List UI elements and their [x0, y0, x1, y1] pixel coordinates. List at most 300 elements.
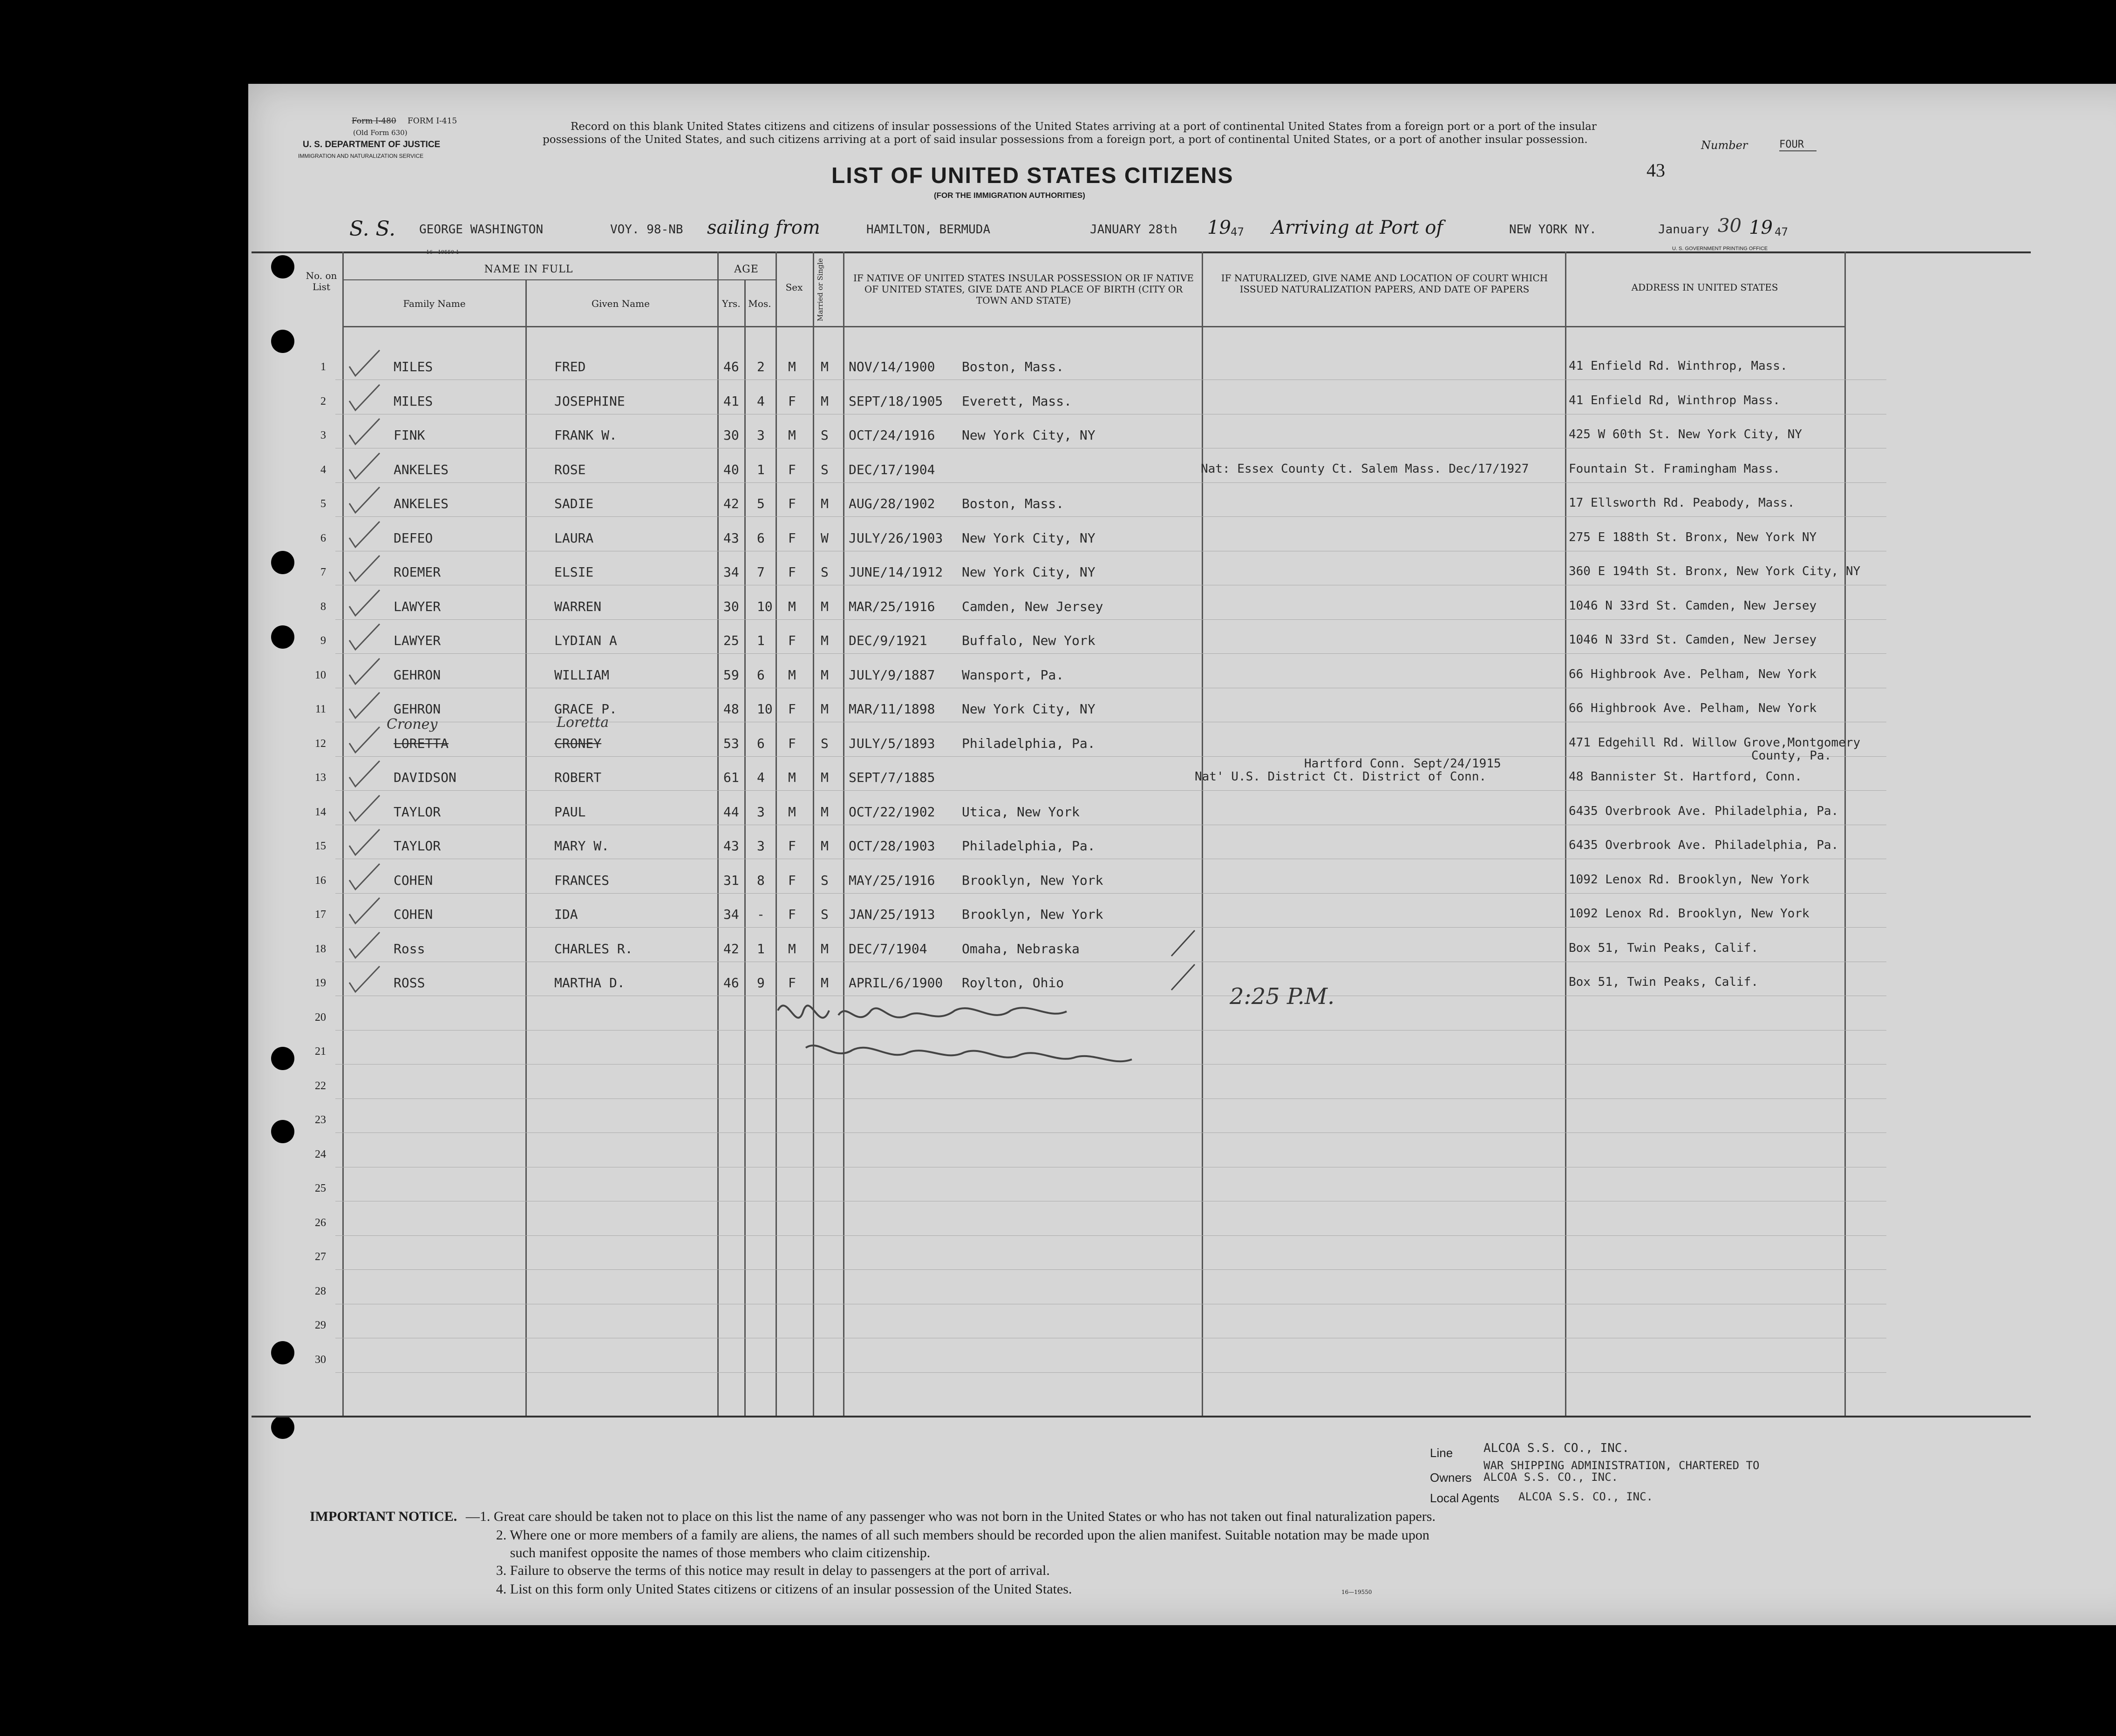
col-age: AGE: [734, 264, 759, 275]
row-number: 25: [315, 1182, 326, 1194]
agents-value: ALCOA S.S. CO., INC.: [1518, 1490, 1653, 1503]
birth-date: DEC/9/1921: [849, 633, 927, 648]
birth-place: New York City, NY: [962, 530, 1095, 546]
given-name: CHARLES R.: [554, 941, 633, 956]
age-years: 46: [723, 359, 739, 374]
birth-date: JULY/9/1887: [849, 667, 935, 683]
col-rule: [1565, 251, 1566, 1416]
notice-label: IMPORTANT NOTICE.: [310, 1509, 457, 1524]
punch-hole: [271, 551, 294, 574]
age-subheader-rule: [717, 279, 776, 280]
row-number: 12: [315, 738, 326, 750]
given-name: GRACE P.: [554, 701, 617, 717]
age-months: 6: [757, 736, 765, 751]
address: 1046 N 33rd St. Camden, New Jersey: [1569, 633, 1817, 647]
row-rule: [335, 1372, 1886, 1373]
sex: F: [788, 564, 796, 580]
address: 66 Highbrook Ave. Pelham, New York: [1569, 701, 1817, 715]
age-months: 2: [757, 359, 765, 374]
age-years: 48: [723, 701, 739, 717]
family-name: MILES: [394, 393, 433, 409]
given-name: IDA: [554, 907, 578, 922]
address: Box 51, Twin Peaks, Calif.: [1569, 941, 1758, 955]
age-years: 46: [723, 975, 739, 990]
row-number: 17: [315, 909, 326, 921]
row-number: 1: [320, 361, 326, 373]
row-rule: [335, 927, 1886, 928]
name-subheader-rule: [525, 279, 717, 280]
notice-2: 2. Where one or more members of a family are aliens, the names of all such members should be recorded upon the alien manifest. Suitable notation may be made upon: [496, 1527, 1429, 1543]
owners-value-1: WAR SHIPPING ADMINISTRATION, CHARTERED TO: [1483, 1459, 1760, 1472]
birth-date: MAR/25/1916: [849, 599, 935, 614]
sailing-from: HAMILTON, BERMUDA: [866, 223, 991, 237]
row-number: 13: [315, 772, 326, 784]
marital-status: M: [821, 941, 829, 956]
arrival-year-prefix: 19: [1749, 217, 1773, 238]
birth-place: Camden, New Jersey: [962, 599, 1103, 614]
row-number: 9: [320, 635, 326, 647]
age-months: 1: [757, 941, 765, 956]
marital-status: M: [821, 804, 829, 820]
check-mark: [347, 656, 384, 689]
family-name: LAWYER: [394, 599, 441, 614]
family-name: DAVIDSON: [394, 770, 456, 785]
voyage-number: VOY. 98-NB: [610, 223, 683, 237]
family-name: TAYLOR: [394, 804, 441, 820]
birth-date: APRIL/6/1900: [849, 975, 943, 990]
birth-place: New York City, NY: [962, 427, 1095, 443]
address: 41 Enfield Rd, Winthrop Mass.: [1569, 393, 1780, 407]
notice-1: —1. Great care should be taken not to place on this list the name of any passenger who was not born in the United States or who has not taken out final naturalization papers.: [466, 1509, 1436, 1524]
marital-status: M: [821, 667, 829, 683]
check-mark: [347, 930, 384, 963]
birth-place: Boston, Mass.: [962, 496, 1064, 511]
family-name: MILES: [394, 359, 433, 374]
footer-code: 16—19550: [1341, 1589, 1372, 1595]
check-mark: [347, 519, 384, 552]
age-months: 5: [757, 496, 765, 511]
row-number: 3: [320, 429, 326, 441]
marital-status: M: [821, 393, 829, 409]
row-number: 15: [315, 840, 326, 852]
given-name: WILLIAM: [554, 667, 610, 683]
age-years: 30: [723, 599, 739, 614]
birth-place: Brooklyn, New York: [962, 907, 1103, 922]
arrival-day: 30: [1718, 215, 1742, 237]
arriving-label: Arriving at Port of: [1272, 217, 1443, 238]
naturalization-court: Nat' U.S. District Ct. District of Conn.: [1195, 770, 1487, 784]
col-address: ADDRESS IN UNITED STATES: [1631, 282, 1778, 293]
address: 1092 Lenox Rd. Brooklyn, New York: [1569, 907, 1810, 921]
form-number: FORM I-415: [408, 116, 457, 126]
header-bottom-rule: [342, 326, 1844, 327]
marital-status: S: [821, 873, 829, 888]
row-number: 29: [315, 1319, 326, 1331]
row-number: 22: [315, 1080, 326, 1092]
row-number: 5: [320, 498, 326, 510]
punch-hole: [271, 1047, 294, 1070]
arrival-month: January: [1658, 223, 1709, 237]
marital-status: S: [821, 564, 829, 580]
given-name: JOSEPHINE: [554, 393, 625, 409]
address: 41 Enfield Rd. Winthrop, Mass.: [1569, 359, 1788, 373]
page-title: LIST OF UNITED STATES CITIZENS: [831, 163, 1234, 188]
birth-date: OCT/24/1916: [849, 427, 935, 443]
family-name: LORETTA: [394, 736, 449, 751]
row-number: 26: [315, 1217, 326, 1229]
sex: F: [788, 838, 796, 854]
family-name: FINK: [394, 427, 425, 443]
sailing-label: sailing from: [707, 217, 820, 238]
address: 17 Ellsworth Rd. Peabody, Mass.: [1569, 496, 1795, 510]
manifest-sheet: [248, 84, 2116, 1625]
sex: M: [788, 941, 796, 956]
family-name: ROSS: [394, 975, 425, 990]
row-number: 16: [315, 875, 326, 887]
row-number: 24: [315, 1148, 326, 1160]
row-number: 19: [315, 977, 326, 989]
address: 471 Edgehill Rd. Willow Grove,Montgomery: [1569, 736, 1861, 750]
family-name: COHEN: [394, 907, 433, 922]
address: 1092 Lenox Rd. Brooklyn, New York: [1569, 873, 1810, 887]
family-name: ANKELES: [394, 496, 449, 511]
age-months: 3: [757, 804, 765, 820]
age-years: 34: [723, 564, 739, 580]
naturalization-court-location: Hartford Conn. Sept/24/1915: [1304, 757, 1501, 771]
col-no-on-list: No. on List: [306, 270, 337, 292]
punch-hole: [271, 625, 294, 649]
sex: F: [788, 633, 796, 648]
birth-date: MAR/11/1898: [849, 701, 935, 717]
family-name: TAYLOR: [394, 838, 441, 854]
row-number: 7: [320, 566, 326, 578]
family-name-handwritten: Croney: [387, 716, 438, 732]
marital-status: M: [821, 599, 829, 614]
age-years: 42: [723, 496, 739, 511]
birth-place: New York City, NY: [962, 564, 1095, 580]
col-years: Yrs.: [722, 298, 741, 309]
age-months: 10: [757, 599, 773, 614]
given-name: MARY W.: [554, 838, 610, 854]
age-years: 42: [723, 941, 739, 956]
row-rule: [335, 1269, 1886, 1270]
check-mark: [347, 725, 384, 757]
birth-date: DEC/7/1904: [849, 941, 927, 956]
given-name: FRANCES: [554, 873, 610, 888]
check-mark: [347, 485, 384, 517]
birth-date: JUNE/14/1912: [849, 564, 943, 580]
agents-label: Local Agents: [1430, 1491, 1499, 1505]
name-subheader-rule: [342, 279, 525, 280]
marital-status: S: [821, 462, 829, 477]
marital-status: M: [821, 975, 829, 990]
age-years: 31: [723, 873, 739, 888]
age-years: 44: [723, 804, 739, 820]
check-mark: [347, 759, 384, 791]
row-number: 30: [315, 1354, 326, 1366]
punch-hole: [271, 1120, 294, 1143]
birth-date: NOV/14/1900: [849, 359, 935, 374]
punch-hole: [271, 255, 294, 278]
check-mark: [347, 827, 384, 860]
table-bottom-rule: [252, 1416, 2031, 1417]
line-value: ALCOA S.S. CO., INC.: [1483, 1441, 1630, 1455]
sex: M: [788, 804, 796, 820]
check-mark: [347, 451, 384, 483]
col-name-in-full: NAME IN FULL: [484, 264, 573, 275]
sex: F: [788, 701, 796, 717]
birth-place: Philadelphia, Pa.: [962, 838, 1095, 854]
row-rule: [335, 893, 1886, 894]
row-number: 20: [315, 1011, 326, 1024]
naturalization-court: Nat: Essex County Ct. Salem Mass. Dec/17/1927: [1201, 462, 1529, 476]
birth-place: Boston, Mass.: [962, 359, 1064, 374]
slash-mark: [1167, 928, 1204, 961]
table-top-rule: [252, 251, 2031, 253]
address: Box 51, Twin Peaks, Calif.: [1569, 975, 1758, 989]
address: 275 E 188th St. Bronx, New York NY: [1569, 530, 1817, 544]
birth-place: Omaha, Nebraska: [962, 941, 1080, 956]
row-number: 21: [315, 1045, 326, 1058]
row-number: 27: [315, 1251, 326, 1263]
birth-date: SEPT/7/1885: [849, 770, 935, 785]
check-mark: [347, 964, 384, 997]
check-mark: [347, 793, 384, 826]
row-number: 18: [315, 943, 326, 955]
col-rule: [776, 251, 777, 1416]
owners-label: Owners: [1430, 1471, 1472, 1485]
age-months: 7: [757, 564, 765, 580]
check-mark: [347, 690, 384, 723]
line-label: Line: [1430, 1446, 1453, 1460]
marital-status: M: [821, 701, 829, 717]
age-months: 4: [757, 770, 765, 785]
age-years: 53: [723, 736, 739, 751]
check-mark: [347, 895, 384, 928]
given-name: LYDIAN A: [554, 633, 617, 648]
arrival-year: 47: [1775, 225, 1788, 238]
col-rule: [717, 251, 719, 1416]
page-number: 43: [1647, 160, 1665, 181]
sex: F: [788, 975, 796, 990]
birth-place: Utica, New York: [962, 804, 1080, 820]
family-name: Ross: [394, 941, 425, 956]
birth-place: Brooklyn, New York: [962, 873, 1103, 888]
col-family-name: Family Name: [403, 298, 466, 309]
address: 48 Bannister St. Hartford, Conn.: [1569, 770, 1802, 784]
age-months: 1: [757, 462, 765, 477]
sailing-year: 47: [1231, 225, 1244, 238]
age-months: 9: [757, 975, 765, 990]
birth-place: Buffalo, New York: [962, 633, 1095, 648]
arrival-time: 2:25 P.M.: [1230, 983, 1335, 1010]
age-years: 40: [723, 462, 739, 477]
marital-status: M: [821, 838, 829, 854]
family-name: LAWYER: [394, 633, 441, 648]
notice-3: 3. Failure to observe the terms of this notice may result in delay to passengers at the port of arrival.: [496, 1563, 1050, 1578]
number-value: FOUR: [1779, 139, 1817, 151]
birth-place: Wansport, Pa.: [962, 667, 1064, 683]
check-mark: [347, 348, 384, 380]
given-name: ROBERT: [554, 770, 602, 785]
birth-place: New York City, NY: [962, 701, 1095, 717]
department-name: U. S. DEPARTMENT OF JUSTICE: [303, 140, 441, 149]
owners-value-2: ALCOA S.S. CO., INC.: [1483, 1471, 1618, 1484]
address-line-2: County, Pa.: [1751, 749, 1832, 763]
sex: F: [788, 462, 796, 477]
family-name: ROEMER: [394, 564, 441, 580]
sex: F: [788, 393, 796, 409]
family-name: DEFEO: [394, 530, 433, 546]
address: 360 E 194th St. Bronx, New York City, NY: [1569, 564, 1861, 578]
birth-date: SEPT/18/1905: [849, 393, 943, 409]
row-rule: [335, 1132, 1886, 1133]
row-number: 6: [320, 532, 326, 544]
given-name: PAUL: [554, 804, 586, 820]
age-months: -: [757, 907, 765, 922]
birth-place: Everett, Mass.: [962, 393, 1072, 409]
row-number: 10: [315, 669, 326, 681]
birth-date: MAY/25/1916: [849, 873, 935, 888]
check-mark: [347, 382, 384, 415]
punch-hole: [271, 1341, 294, 1364]
address: Fountain St. Framingham Mass.: [1569, 462, 1780, 476]
age-years: 43: [723, 530, 739, 546]
punch-hole: [271, 330, 294, 353]
age-years: 59: [723, 667, 739, 683]
arrival-port: NEW YORK NY.: [1509, 223, 1597, 237]
sex: F: [788, 736, 796, 751]
age-months: 6: [757, 530, 765, 546]
row-number: 14: [315, 806, 326, 818]
col-rule: [744, 279, 746, 1416]
marital-status: M: [821, 633, 829, 648]
given-name: WARREN: [554, 599, 602, 614]
col-rule: [525, 279, 527, 1416]
year-prefix: 19: [1207, 217, 1231, 238]
address: 1046 N 33rd St. Camden, New Jersey: [1569, 599, 1817, 613]
row-number: 8: [320, 601, 326, 613]
age-years: 30: [723, 427, 739, 443]
given-name: ROSE: [554, 462, 586, 477]
age-years: 41: [723, 393, 739, 409]
check-mark: [347, 861, 384, 894]
sex: F: [788, 907, 796, 922]
marital-status: M: [821, 770, 829, 785]
sex: F: [788, 496, 796, 511]
age-months: 4: [757, 393, 765, 409]
birth-date: AUG/28/1902: [849, 496, 935, 511]
page-subtitle: (FOR THE IMMIGRATION AUTHORITIES): [934, 191, 1085, 200]
form-number-struck: Form I-480: [352, 116, 396, 126]
col-naturalized: IF NATURALIZED, GIVE NAME AND LOCATION OF COURT WHICH ISSUED NATURALIZATION PAPERS, AND DATE OF PAPERS: [1221, 272, 1548, 295]
age-years: 61: [723, 770, 739, 785]
given-name-handwritten: Loretta: [557, 714, 609, 731]
row-rule: [335, 1235, 1886, 1236]
punch-hole: [271, 1416, 294, 1439]
address: 425 W 60th St. New York City, NY: [1569, 427, 1802, 441]
birth-date: OCT/28/1903: [849, 838, 935, 854]
given-name: SADIE: [554, 496, 594, 511]
col-rule: [1844, 251, 1846, 1416]
age-months: 6: [757, 667, 765, 683]
age-months: 8: [757, 873, 765, 888]
col-rule: [342, 251, 344, 1416]
sex: M: [788, 770, 796, 785]
row-rule: [335, 790, 1886, 791]
age-months: 3: [757, 427, 765, 443]
row-rule: [335, 756, 1886, 757]
old-form-number: (Old Form 630): [353, 129, 408, 137]
row-rule: [335, 516, 1886, 517]
birth-date: DEC/17/1904: [849, 462, 935, 477]
address: 6435 Overbrook Ave. Philadelphia, Pa.: [1569, 838, 1839, 852]
sex: F: [788, 873, 796, 888]
check-mark: [347, 416, 384, 449]
notice-4: 4. List on this form only United States citizens or citizens of an insular possession of the United States.: [496, 1581, 1072, 1597]
sex: M: [788, 427, 796, 443]
sex: M: [788, 359, 796, 374]
age-years: 25: [723, 633, 739, 648]
age-years: 43: [723, 838, 739, 854]
row-rule: [335, 653, 1886, 654]
check-mark: [347, 588, 384, 620]
age-months: 3: [757, 838, 765, 854]
number-label: Number: [1701, 139, 1748, 152]
col-married-single: Married or Single: [816, 258, 824, 321]
marital-status: W: [821, 530, 829, 546]
address: 6435 Overbrook Ave. Philadelphia, Pa.: [1569, 804, 1839, 818]
check-mark: [347, 622, 384, 654]
marital-status: M: [821, 359, 829, 374]
family-name: COHEN: [394, 873, 433, 888]
given-name: LAURA: [554, 530, 594, 546]
col-months: Mos.: [748, 298, 771, 309]
inspector-signature: [769, 983, 1211, 1094]
row-number: 23: [315, 1114, 326, 1126]
sailing-date: JANUARY 28th: [1090, 223, 1177, 237]
check-mark: [347, 553, 384, 586]
marital-status: S: [821, 736, 829, 751]
family-name: ANKELES: [394, 462, 449, 477]
address: 66 Highbrook Ave. Pelham, New York: [1569, 667, 1817, 681]
col-rule: [813, 251, 814, 1416]
col-sex: Sex: [785, 282, 803, 293]
marital-status: M: [821, 496, 829, 511]
birth-date: OCT/22/1902: [849, 804, 935, 820]
col-birth: IF NATIVE OF UNITED STATES INSULAR POSSESSION OR IF NATIVE OF UNITED STATES, GIVE DATE AND PLACE OF BIRTH (CITY OR TOWN AND STATE): [853, 272, 1194, 306]
sex: M: [788, 667, 796, 683]
service-name: IMMIGRATION AND NATURALIZATION SERVICE: [298, 153, 424, 159]
col-rule: [843, 251, 844, 1416]
row-number: 4: [320, 464, 326, 476]
birth-date: JAN/25/1913: [849, 907, 935, 922]
row-number: 28: [315, 1285, 326, 1297]
birth-date: JULY/5/1893: [849, 736, 935, 751]
record-instructions: Record on this blank United States citizens and citizens of insular possessions of the United States arriving at a port of continental United States from a foreign port or a port of the insular possessions of the United States, and such citizens arriving at a port of said insular possessions from a foreign port, a port of continental United States, or a port of another insular possession.: [543, 121, 1597, 146]
marital-status: S: [821, 427, 829, 443]
given-name: MARTHA D.: [554, 975, 625, 990]
col-rule: [1202, 251, 1203, 1416]
row-rule: [335, 482, 1886, 483]
family-name: GEHRON: [394, 701, 441, 717]
birth-place: Philadelphia, Pa.: [962, 736, 1095, 751]
ss-label: S. S.: [349, 217, 396, 241]
given-name: CRONEY: [554, 736, 602, 751]
age-months: 1: [757, 633, 765, 648]
given-name: ELSIE: [554, 564, 594, 580]
row-rule: [335, 619, 1886, 620]
